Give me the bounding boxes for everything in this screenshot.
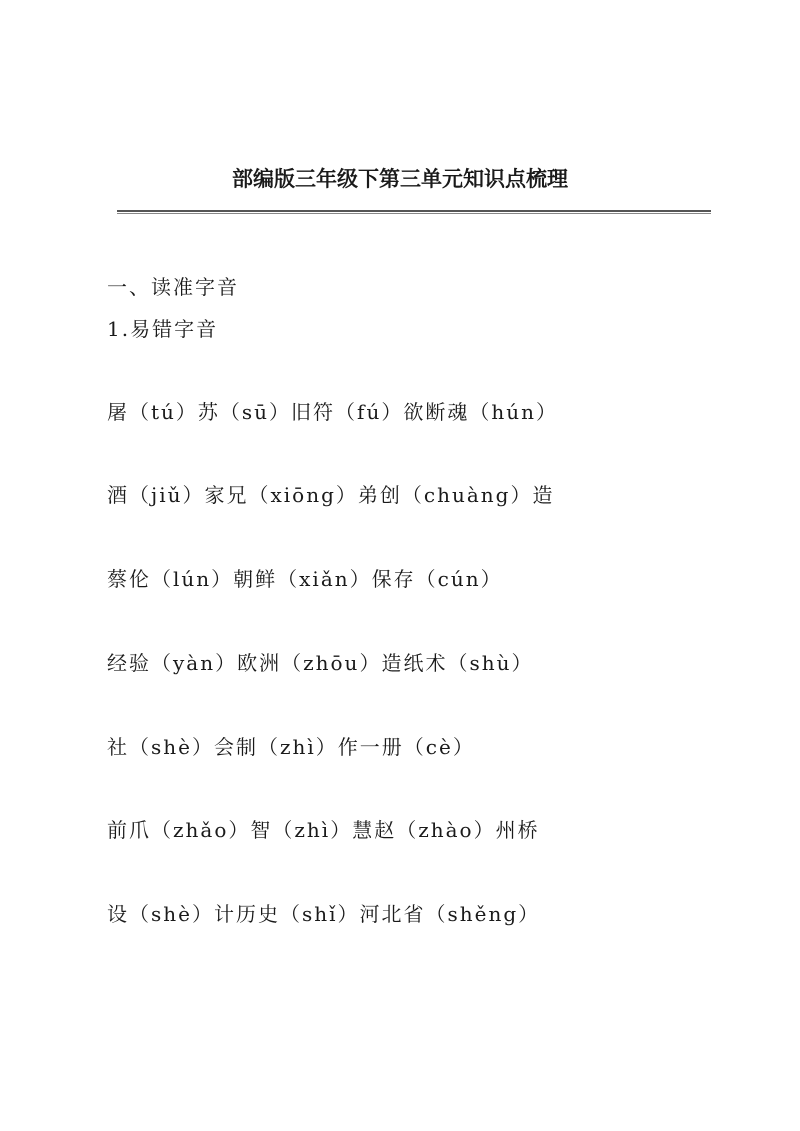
pinyin-line-4: 经验（yàn）欧洲（zhōu）造纸术（shù） — [107, 651, 534, 675]
section-heading: 一、读准字音 — [107, 275, 239, 299]
pinyin-line-3: 蔡伦（lún）朝鲜（xiǎn）保存（cún） — [107, 567, 503, 591]
title-divider — [117, 210, 711, 214]
pinyin-line-7: 设（shè）计历史（shǐ）河北省（shěng） — [107, 902, 541, 926]
page-title: 部编版三年级下第三单元知识点梳理 — [232, 167, 568, 191]
pinyin-line-5: 社（shè）会制（zhì）作一册（cè） — [107, 735, 475, 759]
pinyin-line-2: 酒（jiǔ）家兄（xiōng）弟创（chuàng）造 — [107, 483, 555, 507]
pinyin-line-1: 屠（tú）苏（sū）旧符（fú）欲断魂（hún） — [107, 400, 558, 424]
pinyin-line-6: 前爪（zhǎo）智（zhì）慧赵（zhào）州桥 — [107, 818, 540, 842]
subsection-heading: 1.易错字音 — [107, 317, 219, 341]
